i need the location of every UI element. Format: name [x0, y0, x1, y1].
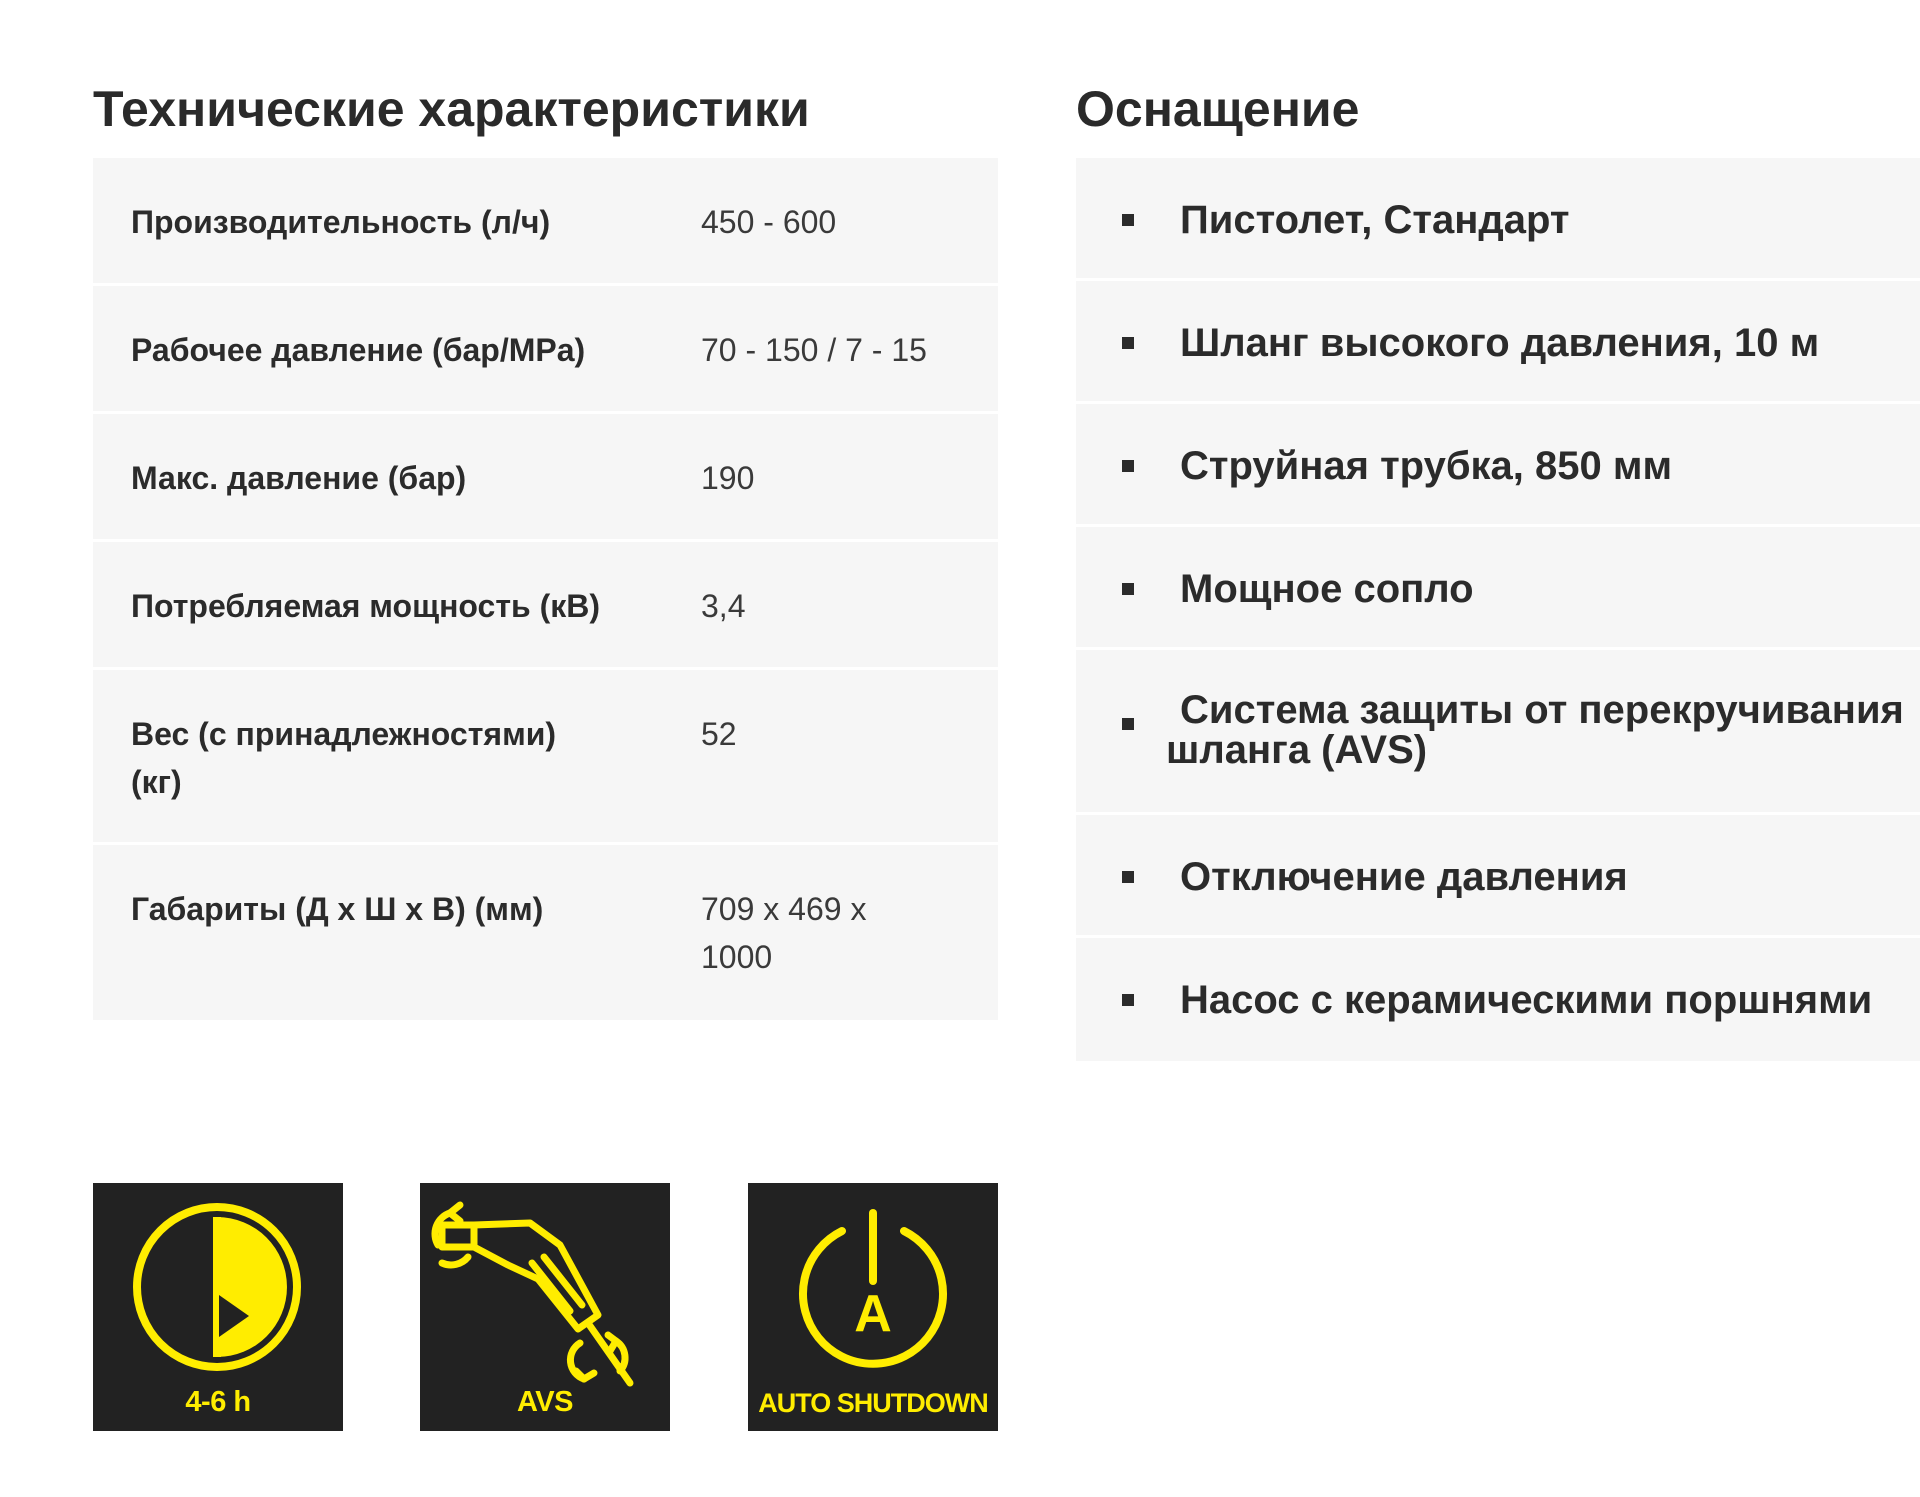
list-item [1076, 158, 1920, 281]
list-item [1076, 938, 1920, 1061]
equipment-item-line1: Система защиты от перекручивания [1180, 688, 1904, 732]
power-shutdown-icon [748, 1183, 998, 1431]
equipment-item-text: Шланг высокого давления, 10 м [1180, 321, 1820, 365]
icon-caption: 4-6 h [185, 1386, 251, 1418]
spec-value: 709 x 469 x 1000 [701, 891, 867, 975]
bullet-icon [1122, 337, 1134, 349]
equipment-item-text [1166, 688, 1920, 772]
spec-label: Габариты (Д х Ш х В) (мм) [131, 891, 544, 927]
bullet-icon [1122, 214, 1134, 226]
equipment-item-text: Мощное сопло [1180, 567, 1474, 611]
specs-table [93, 158, 998, 1020]
spec-value: 450 - 600 [701, 204, 837, 240]
spec-label: Потребляемая мощность (кВ) [131, 588, 601, 624]
spec-label: Макс. давление (бар) [131, 460, 467, 496]
spec-value: 3,4 [701, 588, 746, 624]
bullet-icon [1122, 460, 1134, 472]
spec-value: 190 [701, 460, 755, 496]
spec-label: Рабочее давление (бар/MPa) [131, 332, 586, 368]
spec-label: Вес (с принадлежностями) (кг) [131, 716, 557, 800]
equipment-list [1076, 158, 1920, 1061]
equipment-item-text: Насос с керамическими поршнями [1180, 978, 1873, 1022]
runtime-icon [93, 1183, 343, 1431]
bullet-icon [1122, 718, 1134, 730]
bullet-icon [1122, 871, 1134, 883]
equipment-item-text: Пистолет, Стандарт [1180, 198, 1570, 242]
spec-row [93, 542, 998, 670]
list-item [1076, 527, 1920, 650]
list-item [1076, 281, 1920, 404]
equipment-item-text: Струйная трубка, 850 мм [1180, 444, 1673, 488]
spec-row [93, 158, 998, 286]
avs-gun-icon [420, 1183, 670, 1431]
equipment-item-text: Отключение давления [1180, 855, 1628, 899]
spec-value: 70 - 150 / 7 - 15 [701, 332, 927, 368]
shutdown-letter: A [854, 1285, 892, 1343]
spec-row [93, 286, 998, 414]
specs-title: Технические характеристики [93, 81, 810, 137]
list-item [1076, 650, 1920, 815]
spec-row [93, 670, 998, 845]
spec-row [93, 845, 998, 1020]
equipment-title: Оснащение [1076, 81, 1360, 137]
icon-caption: AVS [517, 1386, 573, 1418]
list-item [1076, 815, 1920, 938]
bullet-icon [1122, 994, 1134, 1006]
spec-value: 52 [701, 716, 737, 752]
icon-caption: AUTO SHUTDOWN [758, 1388, 988, 1418]
equipment-item-line2: шланга (AVS) [1166, 728, 1428, 772]
list-item [1076, 404, 1920, 527]
spec-row [93, 414, 998, 542]
spec-label: Производительность (л/ч) [131, 204, 551, 240]
bullet-icon [1122, 583, 1134, 595]
